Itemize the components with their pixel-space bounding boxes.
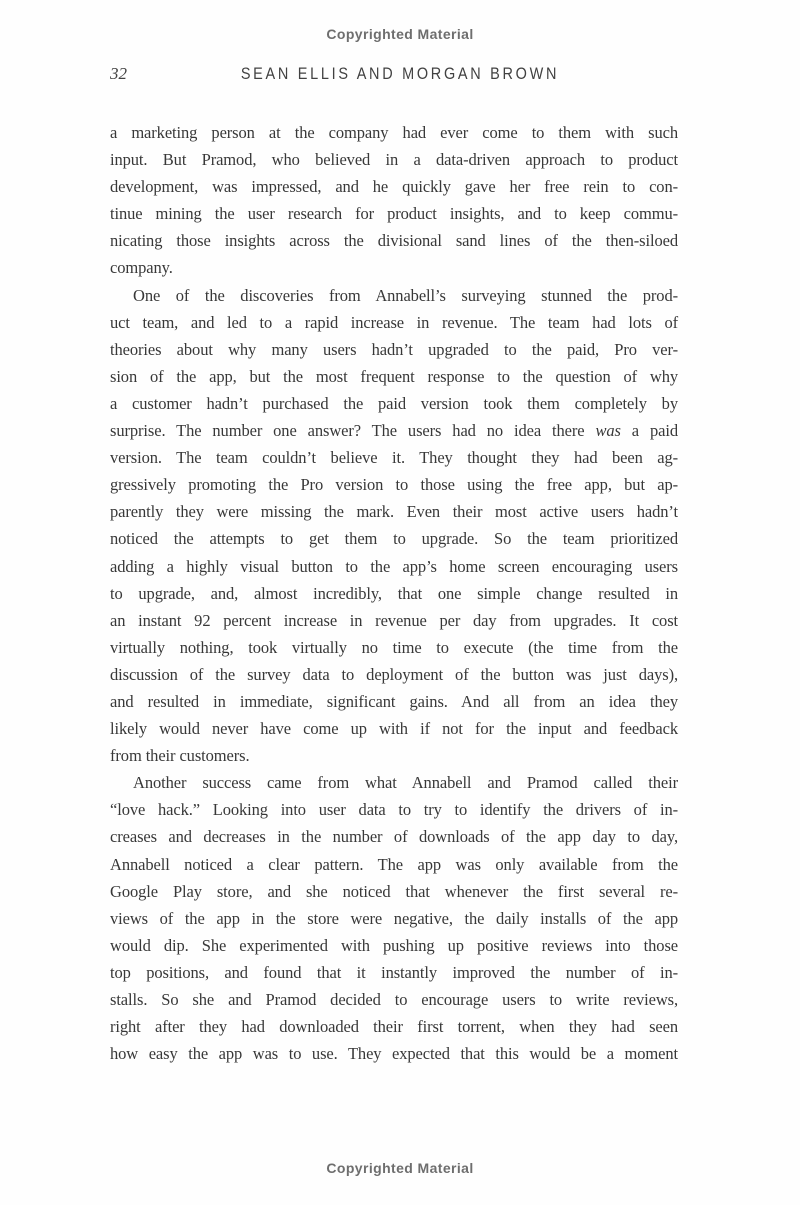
text-line: input. But Pramod, who believed in a data-driven approach to product	[110, 150, 678, 170]
text-line: discussion of the survey data to deployment of the button was just days),	[110, 664, 678, 684]
text-line: Annabell noticed a clear pattern. The app was only available from the	[110, 854, 678, 874]
text-line: “love hack.” Looking into user data to try to identify the drivers of in-	[110, 800, 678, 820]
text-line: One of the discoveries from Annabell’s surveying stunned the prod-	[133, 285, 678, 305]
text-line: a customer hadn’t purchased the paid version took them completely by	[110, 393, 678, 413]
running-head: SEAN ELLIS AND MORGAN BROWN	[240, 64, 560, 83]
text-line: a marketing person at the company had ever come to them with such	[110, 123, 678, 142]
text-line: to upgrade, and, almost incredibly, that one simple change resulted in	[110, 583, 678, 603]
text-line: surprise. The number one answer? The users had no idea there was a paid	[110, 421, 678, 441]
text-line: likely would never have come up with if not for the input and feedback	[110, 719, 678, 739]
text-line: from their customers.	[110, 746, 250, 766]
text-line: nicating those insights across the divisional sand lines of the then-siloed	[110, 231, 678, 251]
text-line: virtually nothing, took virtually no time to execute (the time from the	[110, 637, 678, 657]
page-number: 32	[110, 64, 127, 83]
text-line: stalls. So she and Pramod decided to encourage users to write reviews,	[110, 990, 678, 1009]
copyright-notice-top: Copyrighted Material	[326, 26, 474, 42]
text-line: sion of the app, but the most frequent response to the question of why	[110, 366, 678, 386]
text-line: an instant 92 percent increase in revenue per day from upgrades. It cost	[110, 610, 678, 630]
text-line: would dip. She experimented with pushing up positive reviews into those	[110, 935, 678, 955]
text-line: and resulted in immediate, significant gains. And all from an idea they	[110, 691, 678, 711]
text-line: version. The team couldn’t believe it. They thought they had been ag-	[110, 448, 678, 468]
text-line: Another success came from what Annabell and Pramod called their	[133, 773, 678, 793]
text-line: development, was impressed, and he quickly gave her free rein to con-	[110, 177, 678, 197]
text-line: creases and decreases in the number of downloads of the app day to day,	[110, 827, 678, 847]
text-line: gressively promoting the Pro version to those using the free app, but ap-	[110, 475, 678, 495]
text-line: theories about why many users hadn’t upgraded to the paid, Pro ver-	[110, 339, 678, 359]
text-line: views of the app in the store were negative, the daily installs of the app	[110, 908, 678, 928]
text-line: adding a highly visual button to the app’s home screen encouraging users	[110, 556, 678, 576]
text-line: uct team, and led to a rapid increase in revenue. The team had lots of	[110, 312, 678, 332]
text-line: right after they had downloaded their first torrent, when they had seen	[110, 1017, 678, 1037]
text-line: tinue mining the user research for product insights, and to keep commu-	[110, 204, 678, 224]
page-body	[110, 119, 678, 1067]
copyright-notice-bottom: Copyrighted Material	[326, 1160, 474, 1176]
text-line: noticed the attempts to get them to upgrade. So the team prioritized	[110, 529, 678, 549]
text-line: company.	[110, 258, 173, 278]
text-line: parently they were missing the mark. Even their most active users hadn’t	[110, 502, 678, 522]
text-line: top positions, and found that it instantly improved the number of in-	[110, 962, 678, 982]
text-line: how easy the app was to use. They expected that this would be a moment	[110, 1044, 678, 1064]
text-line: Google Play store, and she noticed that whenever the first several re-	[110, 881, 678, 901]
